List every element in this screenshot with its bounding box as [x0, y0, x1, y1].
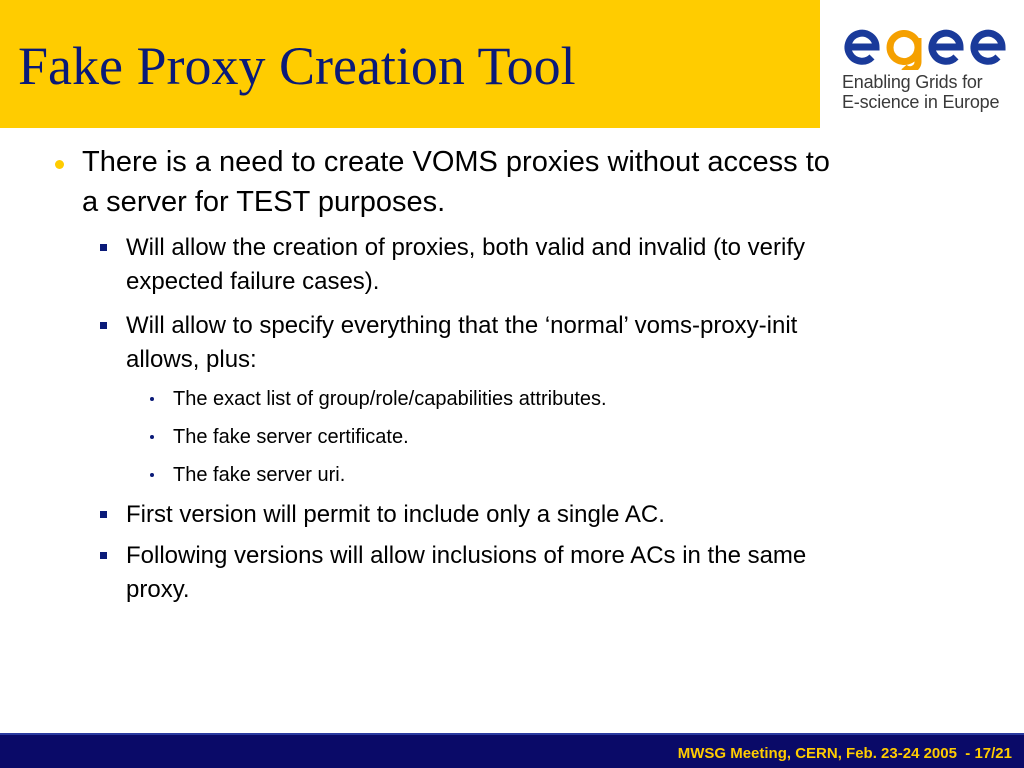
bullet-line: There is a need to create VOMS proxies without access to	[82, 146, 830, 178]
slide-title: Fake Proxy Creation Tool	[18, 36, 576, 96]
egee-logo	[820, 0, 1024, 128]
bullet-line: allows, plus:	[126, 346, 257, 373]
sub-sub-bullet-item: The exact list of group/role/capabilities attributes.	[173, 388, 607, 410]
title-bar	[0, 0, 820, 128]
bullet-line: Will allow to specify everything that the ‘normal’ voms-proxy-init	[126, 312, 798, 339]
square-bullet-icon	[100, 244, 107, 251]
round-bullet-icon	[55, 160, 64, 169]
sub-bullet-item	[126, 498, 665, 532]
bullet-line: expected failure cases).	[126, 268, 380, 295]
logo-tagline	[842, 72, 1024, 112]
sub-sub-bullet-item: The fake server uri.	[173, 464, 346, 486]
dot-bullet-icon	[150, 435, 154, 439]
square-bullet-icon	[100, 552, 107, 559]
bullet-line: First version will permit to include only a single AC.	[126, 501, 665, 528]
bullet-line: Will allow the creation of proxies, both valid and invalid (to verify	[126, 234, 805, 261]
bullet-line: proxy.	[126, 576, 190, 603]
footer-bar	[0, 733, 1024, 768]
square-bullet-icon	[100, 511, 107, 518]
footer-text: MWSG Meeting, CERN, Feb. 23-24 2005 - 17/21	[677, 745, 1012, 762]
sub-bullet-item	[126, 539, 806, 607]
dot-bullet-icon	[150, 473, 154, 477]
sub-bullet-item	[126, 231, 805, 299]
bullet-line: Following versions will allow inclusions of more ACs in the same	[126, 542, 807, 569]
bullet-line: a server for TEST purposes.	[82, 186, 446, 218]
tagline-line-1: Enabling Grids for	[842, 72, 983, 92]
bullet-item	[82, 142, 830, 222]
sub-sub-bullet-item: The fake server certificate.	[173, 426, 409, 448]
egee-wordmark	[842, 24, 1022, 70]
sub-bullet-item	[126, 309, 797, 377]
square-bullet-icon	[100, 322, 107, 329]
dot-bullet-icon	[150, 397, 154, 401]
tagline-line-2: E-science in Europe	[842, 92, 1000, 112]
